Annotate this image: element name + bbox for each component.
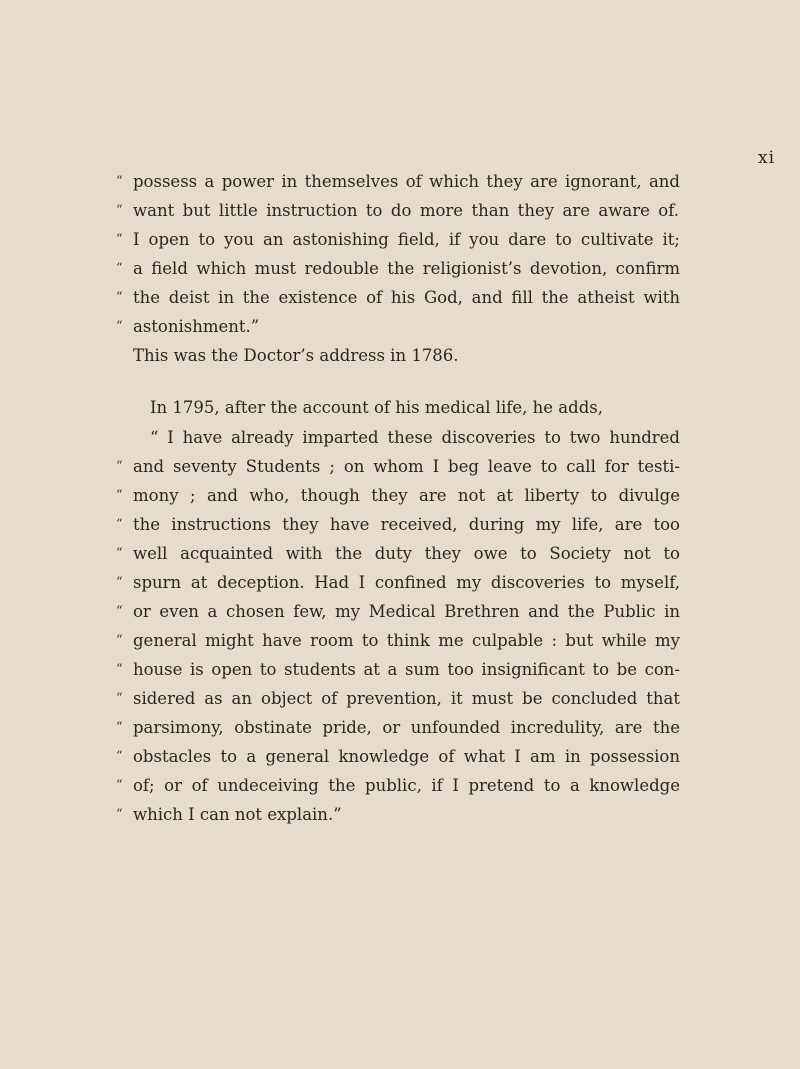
quote-mark: “ [116, 691, 123, 706]
quote-mark: “ [116, 203, 123, 218]
line-text: which I can not explain.” [133, 805, 342, 824]
quote-mark: “ [116, 261, 123, 276]
page-number: xi [758, 148, 776, 168]
quote-mark: “ [116, 662, 123, 677]
quote-mark: “ [116, 633, 123, 648]
line-text: want but little instruction to do more than they are aware of. [133, 201, 679, 220]
line-text: parsimony, obstinate pride, or unfounded incredulity, are the [133, 718, 680, 737]
line-text: “ I have already imparted these discoveries to two hundred [150, 428, 680, 447]
line-text: In 1795, after the account of his medical life, he adds, [150, 398, 603, 417]
line-text: and seventy Students ; on whom I beg leave to call for testi- [133, 457, 680, 476]
line-text: of; or of undeceiving the public, if I pretend to a knowledge [133, 776, 680, 795]
quote-mark: “ [116, 546, 123, 561]
line-text: house is open to students at a sum too insignificant to be con- [133, 660, 680, 679]
line-text: well acquainted with the duty they owe to Society not to [133, 544, 680, 563]
line-text: spurn at deception. Had I confined my discoveries to myself, [133, 573, 680, 592]
quote-mark: “ [116, 290, 123, 305]
line-text: the instructions they have received, during my life, are too [133, 515, 680, 534]
quote-mark: “ [116, 174, 123, 189]
line-text: the deist in the existence of his God, and fill the atheist with [133, 288, 680, 307]
line-text: I open to you an astonishing field, if you dare to cultivate it; [133, 230, 680, 249]
quote-mark: “ [116, 807, 123, 822]
line-text: obstacles to a general knowledge of what I am in possession [133, 747, 680, 766]
line-text: This was the Doctor’s address in 1786. [133, 346, 459, 365]
quote-mark: “ [116, 720, 123, 735]
quote-mark: “ [116, 459, 123, 474]
line-text: possess a power in themselves of which they are ignorant, and [133, 172, 680, 191]
line-text: general might have room to think me culpable : but while my [133, 631, 680, 650]
line-text: sidered as an object of prevention, it must be concluded that [133, 689, 680, 708]
quote-mark: “ [116, 319, 123, 334]
quote-mark: “ [116, 488, 123, 503]
quote-mark: “ [116, 604, 123, 619]
line-text: mony ; and who, though they are not at liberty to divulge [133, 486, 680, 505]
quote-mark: “ [116, 232, 123, 247]
quote-mark: “ [116, 778, 123, 793]
line-text: astonishment.” [133, 317, 260, 336]
line-text: a field which must redouble the religionist’s devotion, confirm [133, 259, 680, 278]
quote-mark: “ [116, 749, 123, 764]
line-text: or even a chosen few, my Medical Brethren and the Public in [133, 602, 680, 621]
quote-mark: “ [116, 575, 123, 590]
quote-mark: “ [116, 517, 123, 532]
